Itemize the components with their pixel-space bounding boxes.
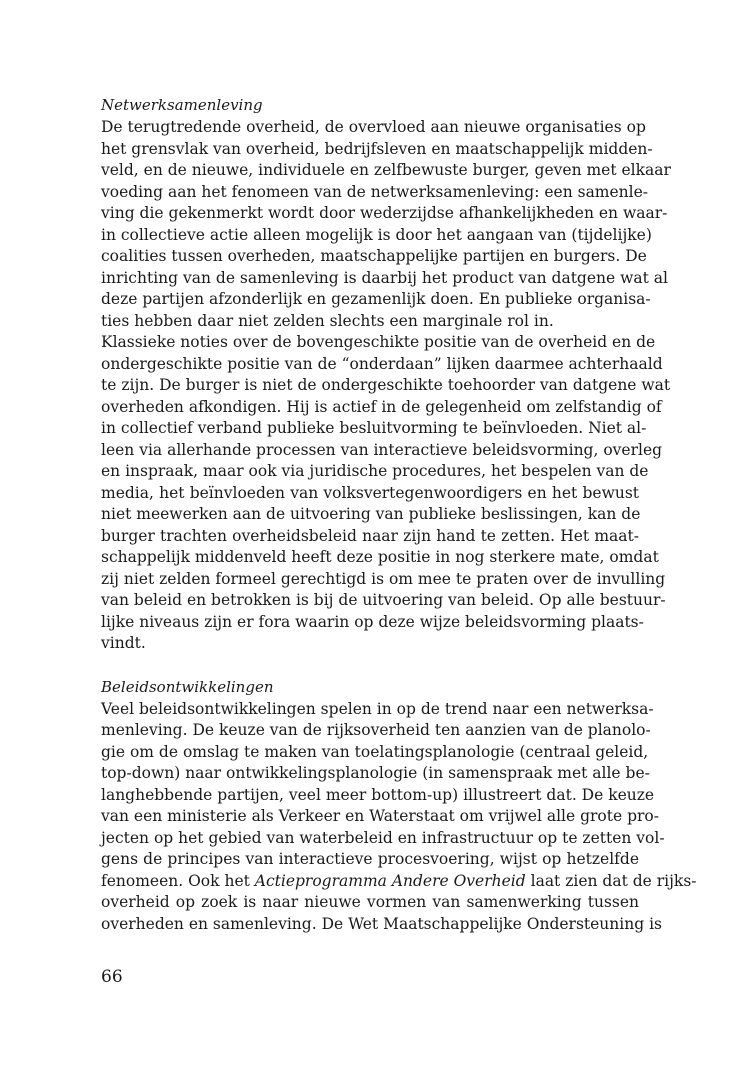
- text-line: media, het beïnvloeden van volksvertegenwoordigers en het bewust: [101, 483, 639, 502]
- text-line: in collectieve actie alleen mogelijk is door het aangaan van (tijdelijke): [101, 225, 652, 244]
- text-line: jecten op het gebied van waterbeleid en infrastructuur op te zetten vol-: [101, 828, 665, 847]
- text-line: en inspraak, maar ook via juridische procedures, het bespelen van de: [101, 462, 649, 480]
- text-line: menleving. De keuze van de rijksoverheid ten aanzien van de planolo-: [101, 721, 651, 739]
- text-line: in collectief verband publieke besluitvorming te beïnvloeden. Niet al-: [101, 419, 647, 437]
- text-line: De terugtredende overheid, de overvloed aan nieuwe organisaties op: [101, 118, 646, 136]
- text-line: coalities tussen overheden, maatschappelijke partijen en burgers. De: [101, 247, 647, 265]
- text-line: langhebbende partijen, veel meer bottom-up) illustreert dat. De keuze: [101, 785, 655, 804]
- section-heading-netwerksamenleving: Netwerksamenleving: [101, 96, 263, 114]
- page-body: [101, 93, 697, 935]
- text-segment: fenomeen. Ook het: [101, 871, 255, 890]
- text-line: gie om de omslag te maken van toelatingsplanologie (centraal geleid,: [101, 742, 649, 761]
- text-line: leen via allerhande processen van interactieve beleidsvorming, overleg: [101, 440, 663, 459]
- paragraph-3: [101, 699, 697, 936]
- program-title: Actieprogramma Andere Overheid: [254, 871, 526, 890]
- text-line: deze partijen afzonderlijk en gezamenlijk doen. En publieke organisa-: [101, 290, 651, 308]
- text-line: overheid op zoek is naar nieuwe vormen van samenwerking tussen: [101, 893, 639, 911]
- text-line: top-down) naar ontwikkelingsplanologie (in samenspraak met alle be-: [101, 764, 650, 782]
- text-line: Veel beleidsontwikkelingen spelen in op de trend naar een netwerksa-: [101, 699, 654, 718]
- text-line: overheden afkondigen. Hij is actief in de gelegenheid om zelfstandig of: [101, 397, 662, 416]
- paragraph-1: [101, 117, 671, 332]
- text-line: burger trachten overheidsbeleid naar zijn hand te zetten. Het maat-: [101, 526, 639, 545]
- text-line: lijke niveaus zijn er fora waarin op deze wijze beleidsvorming plaats-: [101, 612, 644, 631]
- text-line: te zijn. De burger is niet de ondergeschikte toehoorder van datgene wat: [101, 376, 671, 394]
- text-line: van beleid en betrokken is bij de uitvoering van beleid. Op alle bestuur-: [101, 591, 666, 609]
- text-line: niet meewerken aan de uitvoering van publieke beslissingen, kan de: [101, 505, 641, 523]
- text-line: inrichting van de samenleving is daarbij het product van datgene wat al: [101, 268, 668, 287]
- text-line: voeding aan het fenomeen van de netwerksamenleving: een samenle-: [101, 182, 649, 201]
- page-number: 66: [101, 967, 123, 987]
- text-segment: laat zien dat de rijks-: [525, 871, 697, 890]
- text-line-with-title: [101, 871, 697, 893]
- text-line: overheden en samenleving. De Wet Maatschappelijke Ondersteuning is: [101, 914, 662, 933]
- text-line: gens de principes van interactieve procesvoering, wijst op hetzelfde: [101, 850, 639, 868]
- text-line: veld, en de nieuwe, individuele en zelfbewuste burger, geven met elkaar: [101, 161, 671, 179]
- text-line: Klassieke noties over de bovengeschikte positie van de overheid en de: [101, 333, 656, 351]
- text-line: het grensvlak van overheid, bedrijfsleven en maatschappelijk midden-: [101, 139, 653, 158]
- text-line: ties hebben daar niet zelden slechts een marginale rol in.: [101, 311, 554, 330]
- section-heading-beleidsontwikkelingen: Beleidsontwikkelingen: [101, 677, 274, 696]
- text-line: van een ministerie als Verkeer en Waterstaat om vrijwel alle grote pro-: [101, 807, 659, 825]
- paragraph-2: [101, 332, 671, 655]
- text-line: ving die gekenmerkt wordt door wederzijdse afhankelijkheden en waar-: [101, 204, 668, 222]
- text-line: zij niet zelden formeel gerechtigd is om mee te praten over de invulling: [101, 569, 666, 588]
- text-line: vindt.: [101, 634, 146, 652]
- section-gap: [101, 655, 639, 675]
- text-line: schappelijk middenveld heeft deze positie in nog sterkere mate, omdat: [101, 548, 659, 566]
- text-line: ondergeschikte positie van de “onderdaan” lijken daarmee achterhaald: [101, 354, 663, 373]
